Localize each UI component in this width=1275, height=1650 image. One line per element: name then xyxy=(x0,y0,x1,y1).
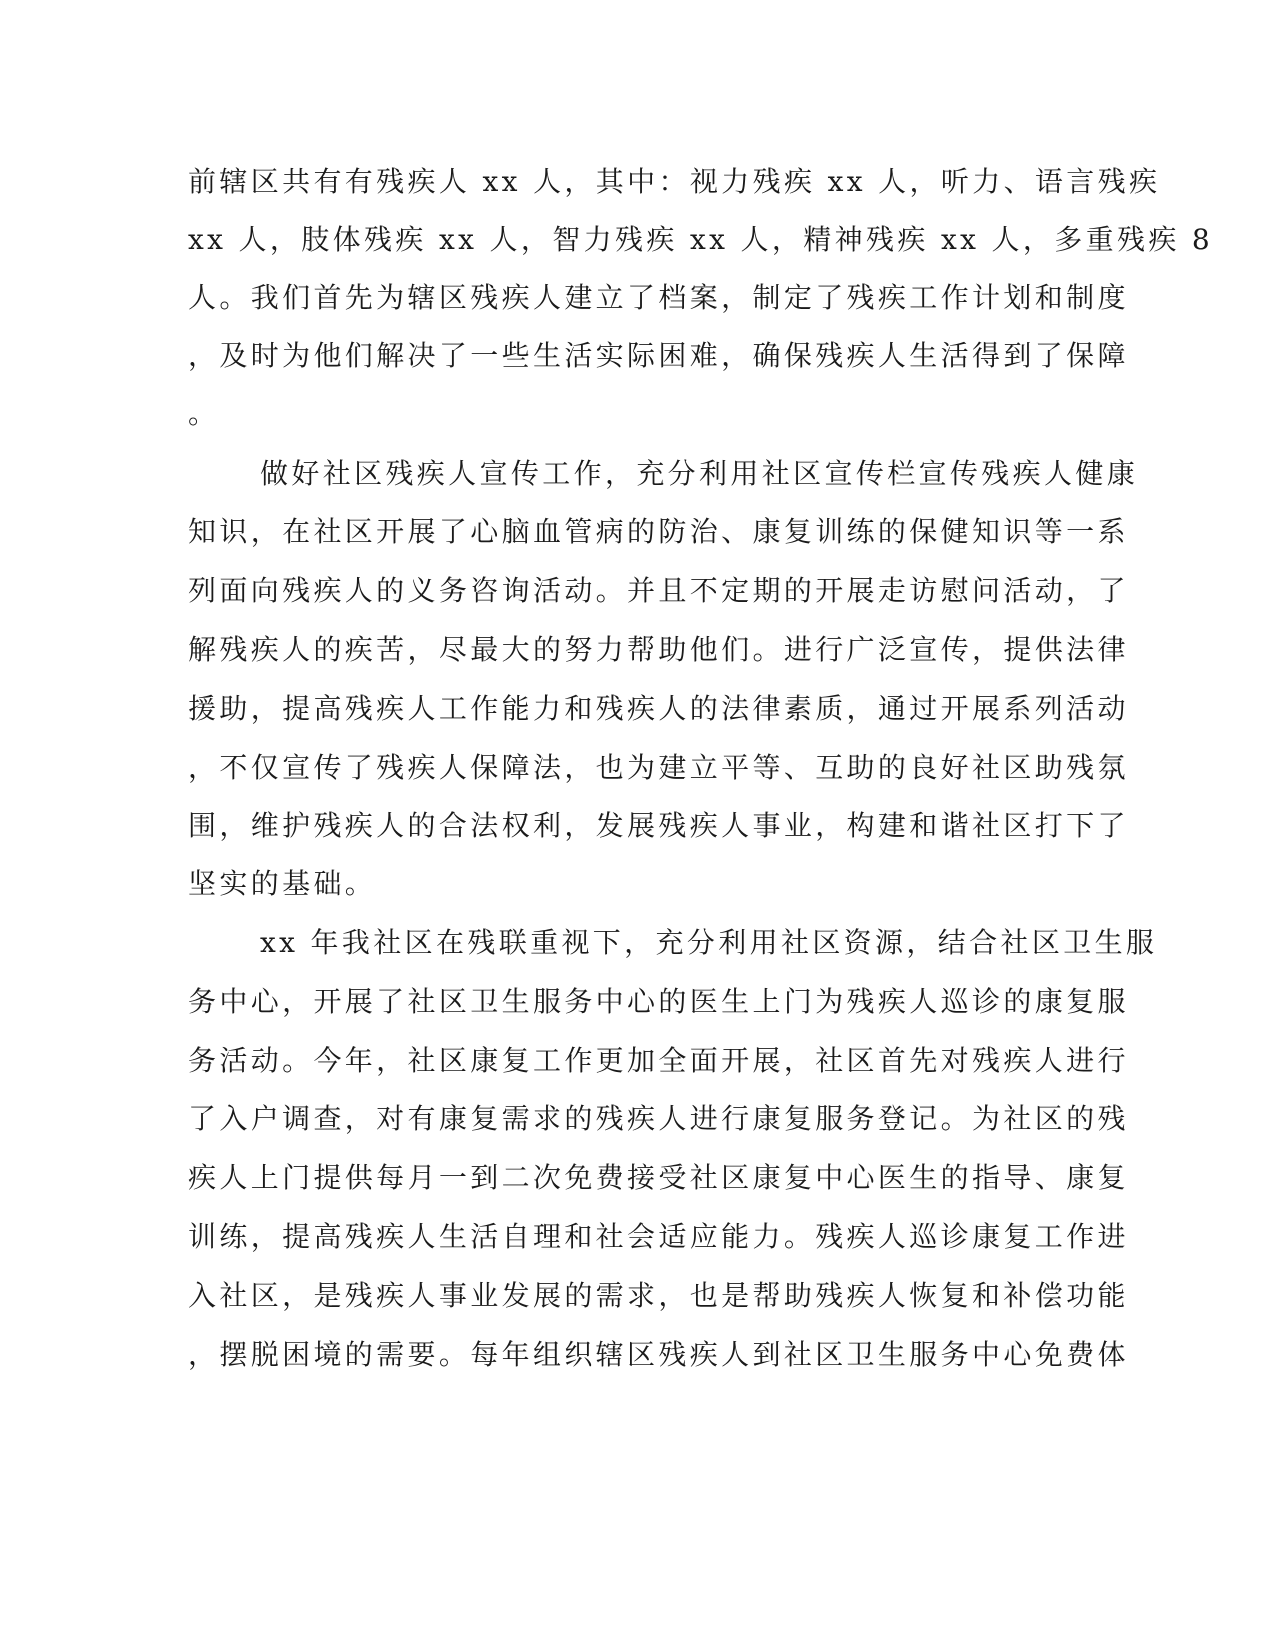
paragraph-first-line: 做好社区残疾人宣传工作，充分利用社区宣传栏宣传残疾人健康 xyxy=(260,457,1139,490)
text-line: 坚实的基础。 xyxy=(188,867,377,900)
text-line: 列面向残疾人的义务咨询活动。并且不定期的开展走访慰问活动，了 xyxy=(188,574,1129,607)
text-line: ，及时为他们解决了一些生活实际困难，确保残疾人生活得到了保障 xyxy=(188,339,1129,372)
text-line: 解残疾人的疾苦，尽最大的努力帮助他们。进行广泛宣传，提供法律 xyxy=(188,633,1129,666)
text-line: ，不仅宣传了残疾人保障法，也为建立平等、互助的良好社区助残氛 xyxy=(188,751,1129,784)
text-line: 了入户调查，对有康复需求的残疾人进行康复服务登记。为社区的残 xyxy=(188,1102,1129,1135)
text-line: 人。我们首先为辖区残疾人建立了档案，制定了残疾工作计划和制度 xyxy=(188,281,1129,314)
text-line: xx 人，肢体残疾 xx 人，智力残疾 xx 人，精神残疾 xx 人，多重残疾 8 xyxy=(188,223,1214,256)
text-line: 务活动。今年，社区康复工作更加全面开展，社区首先对残疾人进行 xyxy=(188,1044,1129,1077)
text-line: 入社区，是残疾人事业发展的需求，也是帮助残疾人恢复和补偿功能 xyxy=(188,1279,1129,1312)
text-line: 前辖区共有有残疾人 xx 人，其中：视力残疾 xx 人，听力、语言残疾 xyxy=(188,165,1161,198)
text-line: 。 xyxy=(188,397,220,430)
text-line: 疾人上门提供每月一到二次免费接受社区康复中心医生的指导、康复 xyxy=(188,1161,1129,1194)
paragraph-first-line: xx 年我社区在残联重视下，充分利用社区资源，结合社区卫生服 xyxy=(260,926,1158,959)
text-line: ，摆脱困境的需要。每年组织辖区残疾人到社区卫生服务中心免费体 xyxy=(188,1338,1129,1371)
text-line: 知识，在社区开展了心脑血管病的防治、康复训练的保健知识等一系 xyxy=(188,515,1129,548)
text-line: 围，维护残疾人的合法权利，发展残疾人事业，构建和谐社区打下了 xyxy=(188,809,1129,842)
text-line: 援助，提高残疾人工作能力和残疾人的法律素质，通过开展系列活动 xyxy=(188,692,1129,725)
text-line: 务中心，开展了社区卫生服务中心的医生上门为残疾人巡诊的康复服 xyxy=(188,985,1129,1018)
text-line: 训练，提高残疾人生活自理和社会适应能力。残疾人巡诊康复工作进 xyxy=(188,1220,1129,1253)
